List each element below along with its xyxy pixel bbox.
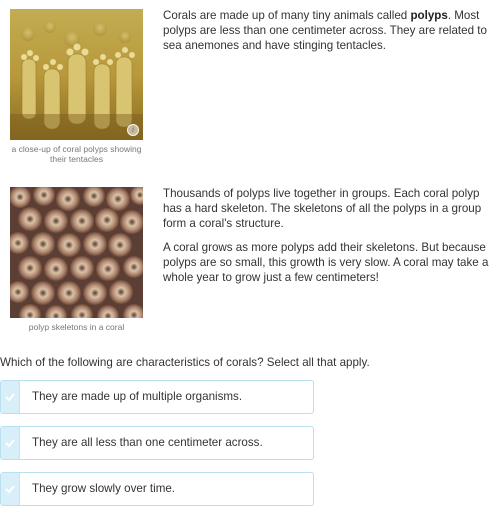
answer-choice-label: They are all less than one centimeter across. — [32, 436, 263, 449]
question-prompt: Which of the following are characteristics of corals? Select all that apply. — [0, 356, 370, 369]
info-icon[interactable]: i — [127, 124, 139, 136]
answer-choice-3[interactable] — [0, 472, 314, 506]
answer-choice-label: They grow slowly over time. — [32, 482, 176, 495]
bold-term: polyps — [410, 9, 448, 22]
figure-polyps — [10, 9, 143, 164]
checkmark-icon — [5, 438, 15, 448]
coral-skeletons-photo — [10, 187, 143, 318]
passage-paragraph-2: Thousands of polyps live together in groups. Each coral polyp has a hard skeleton. The skeletons of all the polyps in a group form a coral's structure. — [163, 187, 482, 230]
checkbox[interactable] — [1, 427, 20, 459]
checkmark-icon — [5, 392, 15, 402]
figure-skeletons — [10, 187, 143, 332]
passage-paragraph-3: A coral grows as more polyps add their skeletons. But because polyps are so small, this growth is very slow. A coral may take a whole year to grow just a few centimeters! — [163, 241, 489, 284]
checkbox[interactable] — [1, 473, 20, 505]
passage-text: . Most polyps are less than one centimeter across. They are related to sea anemones and have stinging tentacles. — [163, 9, 487, 52]
answer-choice-2[interactable] — [0, 426, 314, 460]
checkmark-icon — [5, 484, 15, 494]
figure-caption: polyp skeletons in a coral — [28, 322, 125, 332]
answer-choice-label: They are made up of multiple organisms. — [32, 390, 243, 403]
figure-caption: a close-up of coral polyps showing their tentacles — [11, 144, 142, 164]
coral-polyps-photo — [10, 9, 143, 140]
passage-paragraph-1 — [163, 8, 493, 62]
answer-choice-1[interactable] — [0, 380, 314, 414]
passage-text: Corals are made up of many tiny animals called — [163, 9, 411, 22]
checkbox[interactable] — [1, 381, 20, 413]
passage-paragraphs-2-3 — [163, 186, 493, 294]
